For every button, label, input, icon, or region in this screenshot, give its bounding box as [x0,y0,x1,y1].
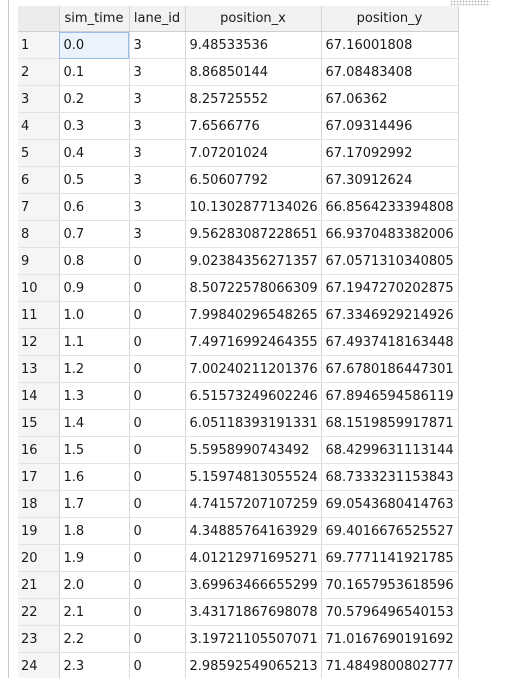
table-row[interactable] [18,518,458,545]
table-row[interactable] [18,140,458,167]
lane-id-cell[interactable]: 3 [129,194,185,221]
table-row[interactable] [18,356,458,383]
position-y-cell[interactable]: 69.7771141921785 [321,545,458,572]
sim-time-cell[interactable]: 0.8 [59,248,129,275]
lane-id-cell[interactable]: 0 [129,599,185,626]
row-number[interactable]: 19 [18,518,59,545]
position-y-cell[interactable]: 67.30912624 [321,167,458,194]
sim-time-cell[interactable]: 0.2 [59,86,129,113]
sim-time-cell[interactable]: 1.1 [59,329,129,356]
row-number[interactable]: 20 [18,545,59,572]
table-row[interactable] [18,32,458,59]
position-x-cell[interactable]: 7.00240211201376 [185,356,321,383]
position-y-cell[interactable]: 67.16001808 [321,32,458,59]
lane-id-cell[interactable]: 0 [129,275,185,302]
table-row[interactable] [18,194,458,221]
lane-id-cell[interactable]: 0 [129,356,185,383]
lane-id-cell[interactable]: 3 [129,32,185,59]
sim-time-cell[interactable]: 2.1 [59,599,129,626]
position-y-cell[interactable]: 67.0571310340805 [321,248,458,275]
table-row[interactable] [18,572,458,599]
position-x-cell[interactable]: 8.86850144 [185,59,321,86]
table-row[interactable] [18,59,458,86]
row-number[interactable]: 5 [18,140,59,167]
header-row [18,6,458,32]
table-row[interactable] [18,599,458,626]
lane-id-cell[interactable]: 0 [129,572,185,599]
position-x-cell[interactable]: 3.43171867698078 [185,599,321,626]
lane-id-cell[interactable]: 0 [129,518,185,545]
sim-time-cell[interactable]: 2.3 [59,653,129,678]
table-row[interactable] [18,248,458,275]
position-x-cell[interactable]: 8.25725552 [185,86,321,113]
position-x-cell[interactable]: 10.1302877134026 [185,194,321,221]
sim-time-cell[interactable]: 1.0 [59,302,129,329]
lane-id-cell[interactable]: 3 [129,140,185,167]
position-y-cell[interactable]: 67.6780186447301 [321,356,458,383]
position-x-cell[interactable]: 5.15974813055524 [185,464,321,491]
position-y-cell[interactable]: 66.8564233394808 [321,194,458,221]
position-x-cell[interactable]: 6.51573249602246 [185,383,321,410]
table-row[interactable] [18,491,458,518]
lane-id-cell[interactable]: 0 [129,383,185,410]
position-y-cell[interactable]: 67.06362 [321,86,458,113]
lane-id-cell[interactable]: 3 [129,221,185,248]
position-x-cell[interactable]: 9.48533536 [185,32,321,59]
position-x-cell[interactable]: 8.50722578066309 [185,275,321,302]
sim-time-cell[interactable]: 1.3 [59,383,129,410]
row-number[interactable]: 13 [18,356,59,383]
position-x-cell[interactable]: 7.99840296548265 [185,302,321,329]
column-header-position-x[interactable]: position_x [185,6,321,32]
row-number[interactable]: 17 [18,464,59,491]
row-number[interactable]: 6 [18,167,59,194]
lane-id-cell[interactable]: 3 [129,167,185,194]
row-number[interactable]: 18 [18,491,59,518]
table-row[interactable] [18,653,458,678]
position-y-cell[interactable]: 70.1657953618596 [321,572,458,599]
position-x-cell[interactable]: 9.02384356271357 [185,248,321,275]
position-y-cell[interactable]: 67.1947270202875 [321,275,458,302]
table-row[interactable] [18,383,458,410]
row-number[interactable]: 24 [18,653,59,678]
corner-header[interactable] [18,6,59,32]
table-row[interactable] [18,302,458,329]
position-y-cell[interactable]: 66.9370483382006 [321,221,458,248]
position-x-cell[interactable]: 4.01212971695271 [185,545,321,572]
sim-time-cell[interactable]: 2.2 [59,626,129,653]
table-row[interactable] [18,275,458,302]
lane-id-cell[interactable]: 0 [129,653,185,678]
table-row[interactable] [18,86,458,113]
position-x-cell[interactable]: 3.69963466655299 [185,572,321,599]
position-y-cell[interactable]: 67.3346929214926 [321,302,458,329]
table-row[interactable] [18,464,458,491]
position-y-cell[interactable]: 69.0543680414763 [321,491,458,518]
row-number[interactable]: 11 [18,302,59,329]
position-y-cell[interactable]: 68.4299631113144 [321,437,458,464]
sim-time-cell[interactable]: 0.0 [59,32,129,59]
sim-time-cell[interactable]: 0.4 [59,140,129,167]
sim-time-cell[interactable]: 0.5 [59,167,129,194]
lane-id-cell[interactable]: 0 [129,329,185,356]
row-number[interactable]: 2 [18,59,59,86]
row-number[interactable]: 16 [18,437,59,464]
lane-id-cell[interactable]: 3 [129,86,185,113]
data-table-container[interactable] [18,6,505,678]
position-x-cell[interactable]: 3.19721105507071 [185,626,321,653]
row-number[interactable]: 14 [18,383,59,410]
sim-time-cell[interactable]: 1.7 [59,491,129,518]
position-y-cell[interactable]: 70.5796496540153 [321,599,458,626]
position-y-cell[interactable]: 67.17092992 [321,140,458,167]
left-border [8,0,9,678]
table-row[interactable] [18,410,458,437]
column-header-sim-time[interactable]: sim_time [59,6,129,32]
lane-id-cell[interactable]: 0 [129,464,185,491]
position-y-cell[interactable]: 71.4849800802777 [321,653,458,678]
row-number[interactable]: 9 [18,248,59,275]
row-number[interactable]: 4 [18,113,59,140]
table-row[interactable] [18,437,458,464]
row-number[interactable]: 3 [18,86,59,113]
position-y-cell[interactable]: 67.4937418163448 [321,329,458,356]
lane-id-cell[interactable]: 0 [129,410,185,437]
table-body [18,32,458,678]
table-row[interactable] [18,113,458,140]
table-row[interactable] [18,167,458,194]
lane-id-cell[interactable]: 0 [129,302,185,329]
position-x-cell[interactable]: 7.49716992464355 [185,329,321,356]
row-number[interactable]: 21 [18,572,59,599]
sim-time-cell[interactable]: 0.1 [59,59,129,86]
lane-id-cell[interactable]: 3 [129,59,185,86]
position-x-cell[interactable]: 4.74157207107259 [185,491,321,518]
column-header-position-y[interactable]: position_y [321,6,458,32]
position-y-cell[interactable]: 67.09314496 [321,113,458,140]
data-table [18,6,459,678]
row-number[interactable]: 23 [18,626,59,653]
row-number[interactable]: 10 [18,275,59,302]
table-row[interactable] [18,329,458,356]
lane-id-cell[interactable]: 0 [129,626,185,653]
sim-time-cell[interactable]: 1.2 [59,356,129,383]
sim-time-cell[interactable]: 1.6 [59,464,129,491]
column-header-lane-id[interactable]: lane_id [129,6,185,32]
lane-id-cell[interactable]: 0 [129,248,185,275]
sim-time-cell[interactable]: 0.6 [59,194,129,221]
sim-time-cell[interactable]: 0.9 [59,275,129,302]
lane-id-cell[interactable]: 0 [129,491,185,518]
position-x-cell[interactable]: 4.34885764163929 [185,518,321,545]
position-y-cell[interactable]: 67.8946594586119 [321,383,458,410]
row-number[interactable]: 22 [18,599,59,626]
table-row[interactable] [18,626,458,653]
position-x-cell[interactable]: 7.6566776 [185,113,321,140]
sim-time-cell[interactable]: 1.5 [59,437,129,464]
position-y-cell[interactable]: 71.0167690191692 [321,626,458,653]
sim-time-cell[interactable]: 1.9 [59,545,129,572]
position-x-cell[interactable]: 6.05118393191331 [185,410,321,437]
position-y-cell[interactable]: 69.4016676525527 [321,518,458,545]
sim-time-cell[interactable]: 1.8 [59,518,129,545]
position-y-cell[interactable]: 68.1519859917871 [321,410,458,437]
sim-time-cell[interactable]: 1.4 [59,410,129,437]
sim-time-cell[interactable]: 0.7 [59,221,129,248]
row-number[interactable]: 7 [18,194,59,221]
position-x-cell[interactable]: 7.07201024 [185,140,321,167]
lane-id-cell[interactable]: 3 [129,113,185,140]
row-number[interactable]: 1 [18,32,59,59]
sim-time-cell[interactable]: 0.3 [59,113,129,140]
lane-id-cell[interactable]: 0 [129,437,185,464]
table-row[interactable] [18,221,458,248]
position-y-cell[interactable]: 68.7333231153843 [321,464,458,491]
position-x-cell[interactable]: 2.98592549065213 [185,653,321,678]
position-x-cell[interactable]: 6.50607792 [185,167,321,194]
position-y-cell[interactable]: 67.08483408 [321,59,458,86]
row-number[interactable]: 15 [18,410,59,437]
position-x-cell[interactable]: 5.5958990743492 [185,437,321,464]
table-row[interactable] [18,545,458,572]
position-x-cell[interactable]: 9.56283087228651 [185,221,321,248]
lane-id-cell[interactable]: 0 [129,545,185,572]
sim-time-cell[interactable]: 2.0 [59,572,129,599]
row-number[interactable]: 12 [18,329,59,356]
row-number[interactable]: 8 [18,221,59,248]
